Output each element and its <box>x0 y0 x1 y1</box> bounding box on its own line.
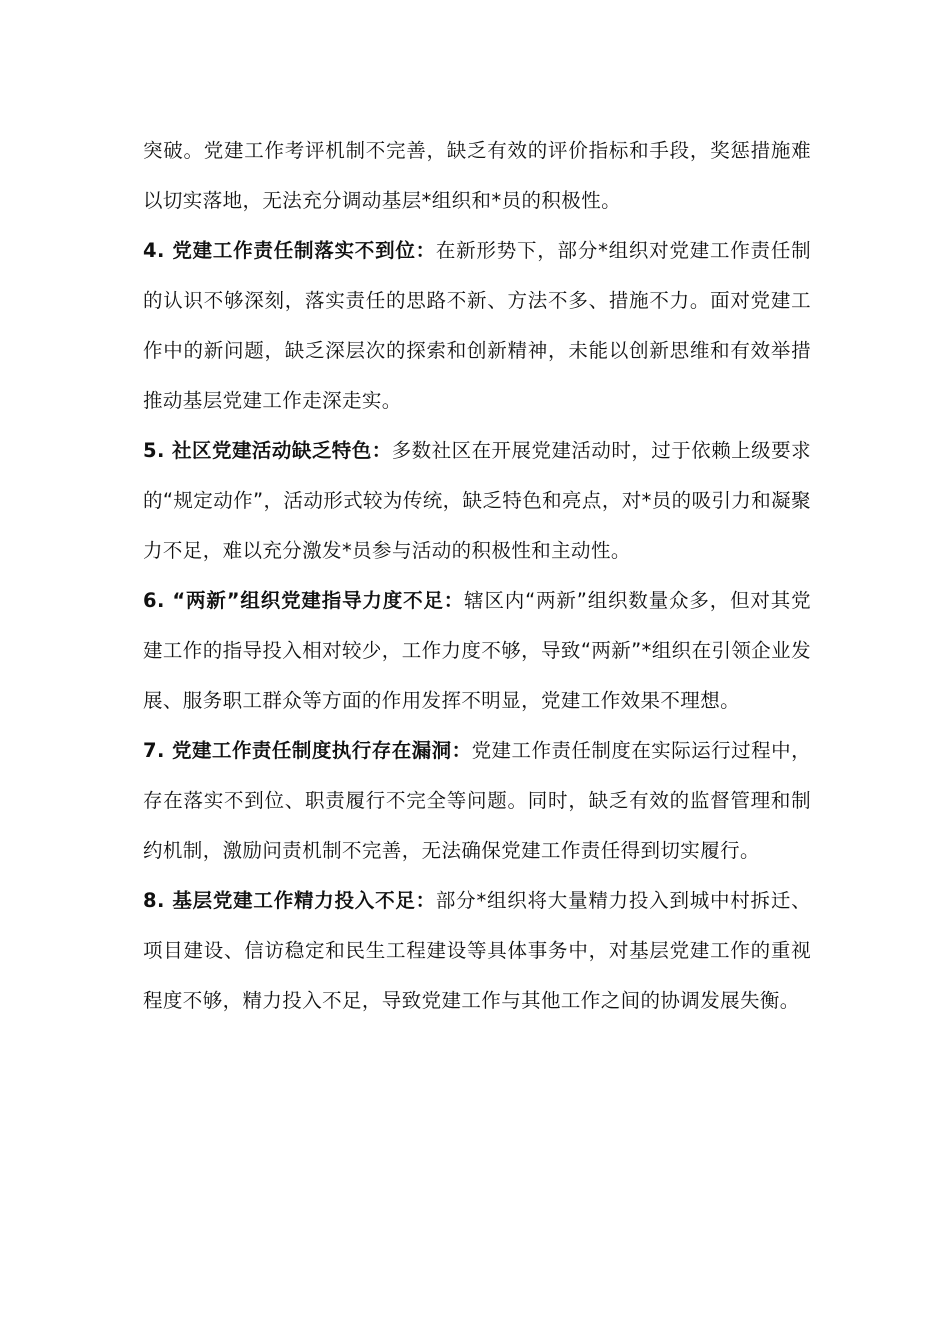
item-paragraph-7 <box>143 726 811 876</box>
item-paragraph-6 <box>143 576 811 726</box>
item-body-7: 党建工作责任制度在实际运行过程中，存在落实不到位、职责履行不完全等问题。同时，缺乏有效的监督管理和制约机制，激励问责机制不完善，无法确保党建工作责任得到切实履行。 <box>143 739 811 862</box>
item-body-6: 辖区内“两新”组织数量众多，但对其党建工作的指导投入相对较少，工作力度不够，导致“两新”*组织在引领企业发展、服务职工群众等方面的作用发挥不明显，党建工作效果不理想。 <box>143 589 811 712</box>
item-paragraph-4 <box>143 226 811 426</box>
item-heading-4: 4. 党建工作责任制落实不到位： <box>143 239 436 262</box>
item-paragraph-8 <box>143 876 811 1026</box>
item-heading-8: 8. 基层党建工作精力投入不足： <box>143 889 436 912</box>
item-heading-6: 6. “两新”组织党建指导力度不足： <box>143 589 465 612</box>
item-heading-5: 5. 社区党建活动缺乏特色： <box>143 439 392 462</box>
item-paragraph-5 <box>143 426 811 576</box>
item-heading-7: 7. 党建工作责任制度执行存在漏洞： <box>143 739 472 762</box>
item-body-5: 多数社区在开展党建活动时，过于依赖上级要求的“规定动作”，活动形式较为传统，缺乏特色和亮点，对*员的吸引力和凝聚力不足，难以充分激发*员参与活动的积极性和主动性。 <box>143 439 811 562</box>
intro-paragraph: 突破。党建工作考评机制不完善，缺乏有效的评价指标和手段，奖惩措施难以切实落地，无法充分调动基层*组织和*员的积极性。 <box>143 139 811 212</box>
item-body-4: 在新形势下，部分*组织对党建工作责任制的认识不够深刻，落实责任的思路不新、方法不多、措施不力。面对党建工作中的新问题，缺乏深层次的探索和创新精神，未能以创新思维和有效举措推动基层党建工作走深走实。 <box>143 239 811 412</box>
item-body-8: 部分*组织将大量精力投入到城中村拆迁、项目建设、信访稳定和民生工程建设等具体事务中，对基层党建工作的重视程度不够，精力投入不足，导致党建工作与其他工作之间的协调发展失衡。 <box>143 889 811 1012</box>
document-body <box>143 126 811 1026</box>
